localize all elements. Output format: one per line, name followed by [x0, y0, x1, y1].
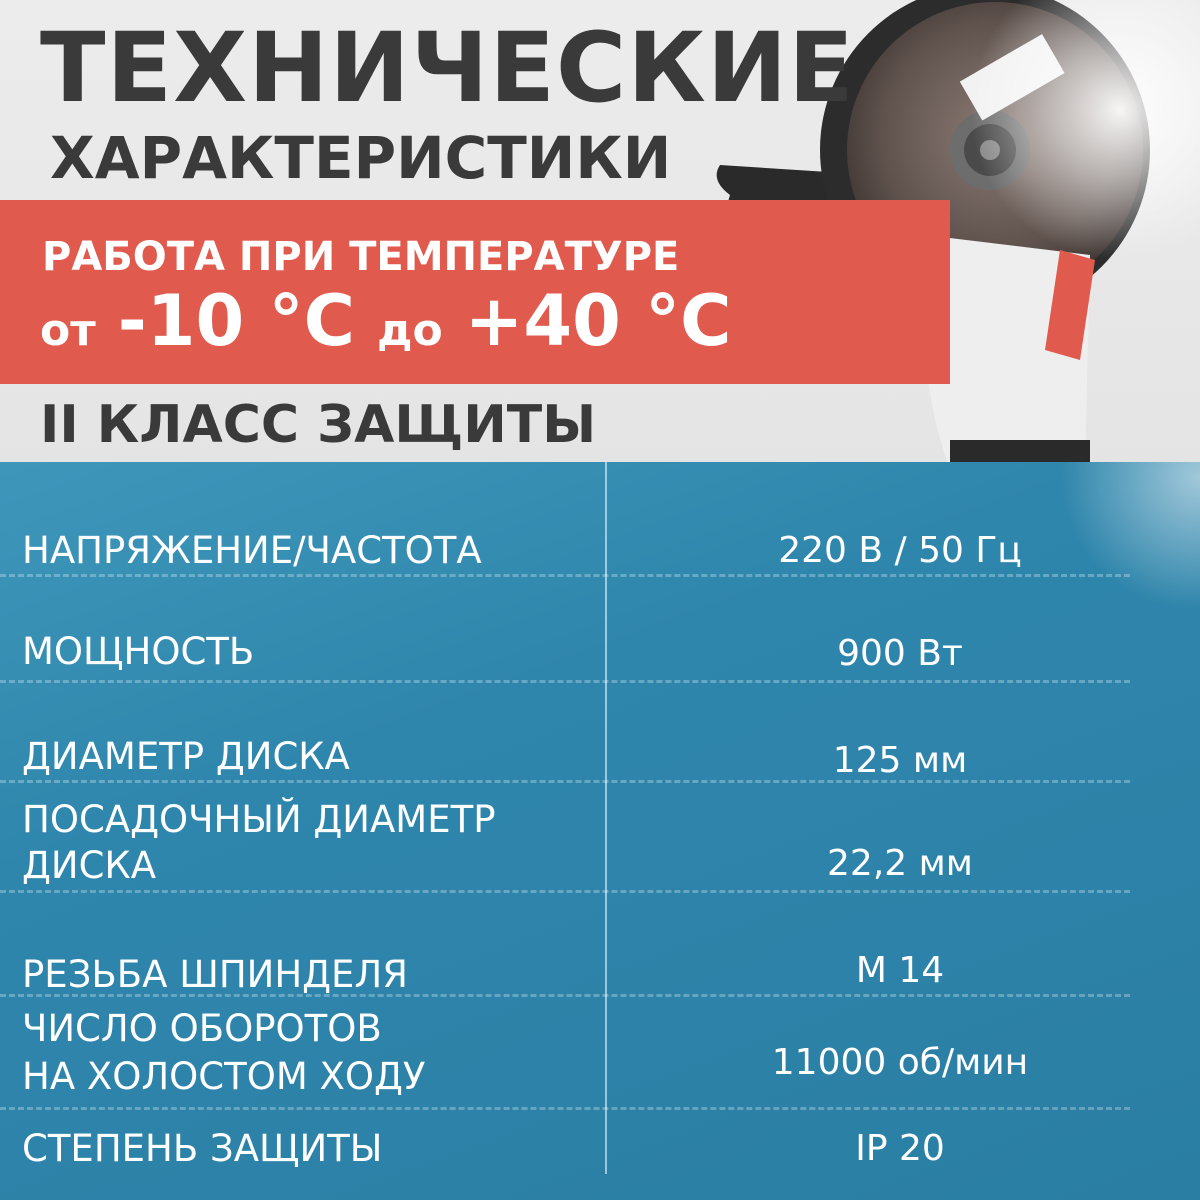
- spec-label-idle-speed-line2: НА ХОЛОСТОМ ХОДУ: [22, 1055, 426, 1098]
- spec-label-spindle-thread: РЕЗЬБА ШПИНДЕЛЯ: [22, 953, 408, 996]
- spec-value-ingress-protection: IP 20: [855, 1128, 945, 1169]
- spec-value-disc-diameter: 125 мм: [832, 740, 968, 781]
- spec-label-voltage: НАПРЯЖЕНИЕ/ЧАСТОТА: [22, 529, 482, 572]
- spec-label-idle-speed-line1: ЧИСЛО ОБОРОТОВ: [22, 1007, 382, 1050]
- spec-label-power: МОЩНОСТЬ: [22, 630, 255, 673]
- min-temperature: -10 °C: [117, 280, 355, 362]
- to-word: до: [376, 305, 443, 356]
- temperature-caption: РАБОТА ПРИ ТЕМПЕРАТУРЕ: [42, 234, 680, 280]
- from-word: от: [40, 305, 96, 356]
- temperature-range: [40, 278, 732, 364]
- spec-label-bore-diameter-line2: ДИСКА: [22, 844, 156, 887]
- row-divider: [0, 1107, 1130, 1110]
- spec-label-disc-diameter: ДИАМЕТР ДИСКА: [22, 735, 350, 778]
- row-divider: [0, 680, 1130, 683]
- row-divider: [0, 890, 1130, 893]
- spec-value-idle-speed: 11000 об/мин: [771, 1042, 1029, 1083]
- spec-label-bore-diameter-line1: ПОСАДОЧНЫЙ ДИАМЕТР: [22, 798, 496, 841]
- spec-value-bore-diameter: 22,2 мм: [827, 843, 973, 884]
- page-subtitle: ХАРАКТЕРИСТИКИ: [50, 124, 672, 192]
- spec-value-power: 900 Вт: [837, 633, 963, 674]
- spec-table: [0, 462, 1200, 1200]
- page-title: ТЕХНИЧЕСКИЕ: [40, 12, 855, 124]
- row-divider: [0, 574, 1130, 577]
- protection-class: II КЛАСС ЗАЩИТЫ: [40, 395, 597, 455]
- spec-label-ingress-protection: СТЕПЕНЬ ЗАЩИТЫ: [22, 1127, 383, 1170]
- spec-value-voltage: 220 В / 50 Гц: [778, 530, 1022, 571]
- spec-value-spindle-thread: М 14: [855, 950, 945, 991]
- max-temperature: +40 °C: [464, 280, 732, 362]
